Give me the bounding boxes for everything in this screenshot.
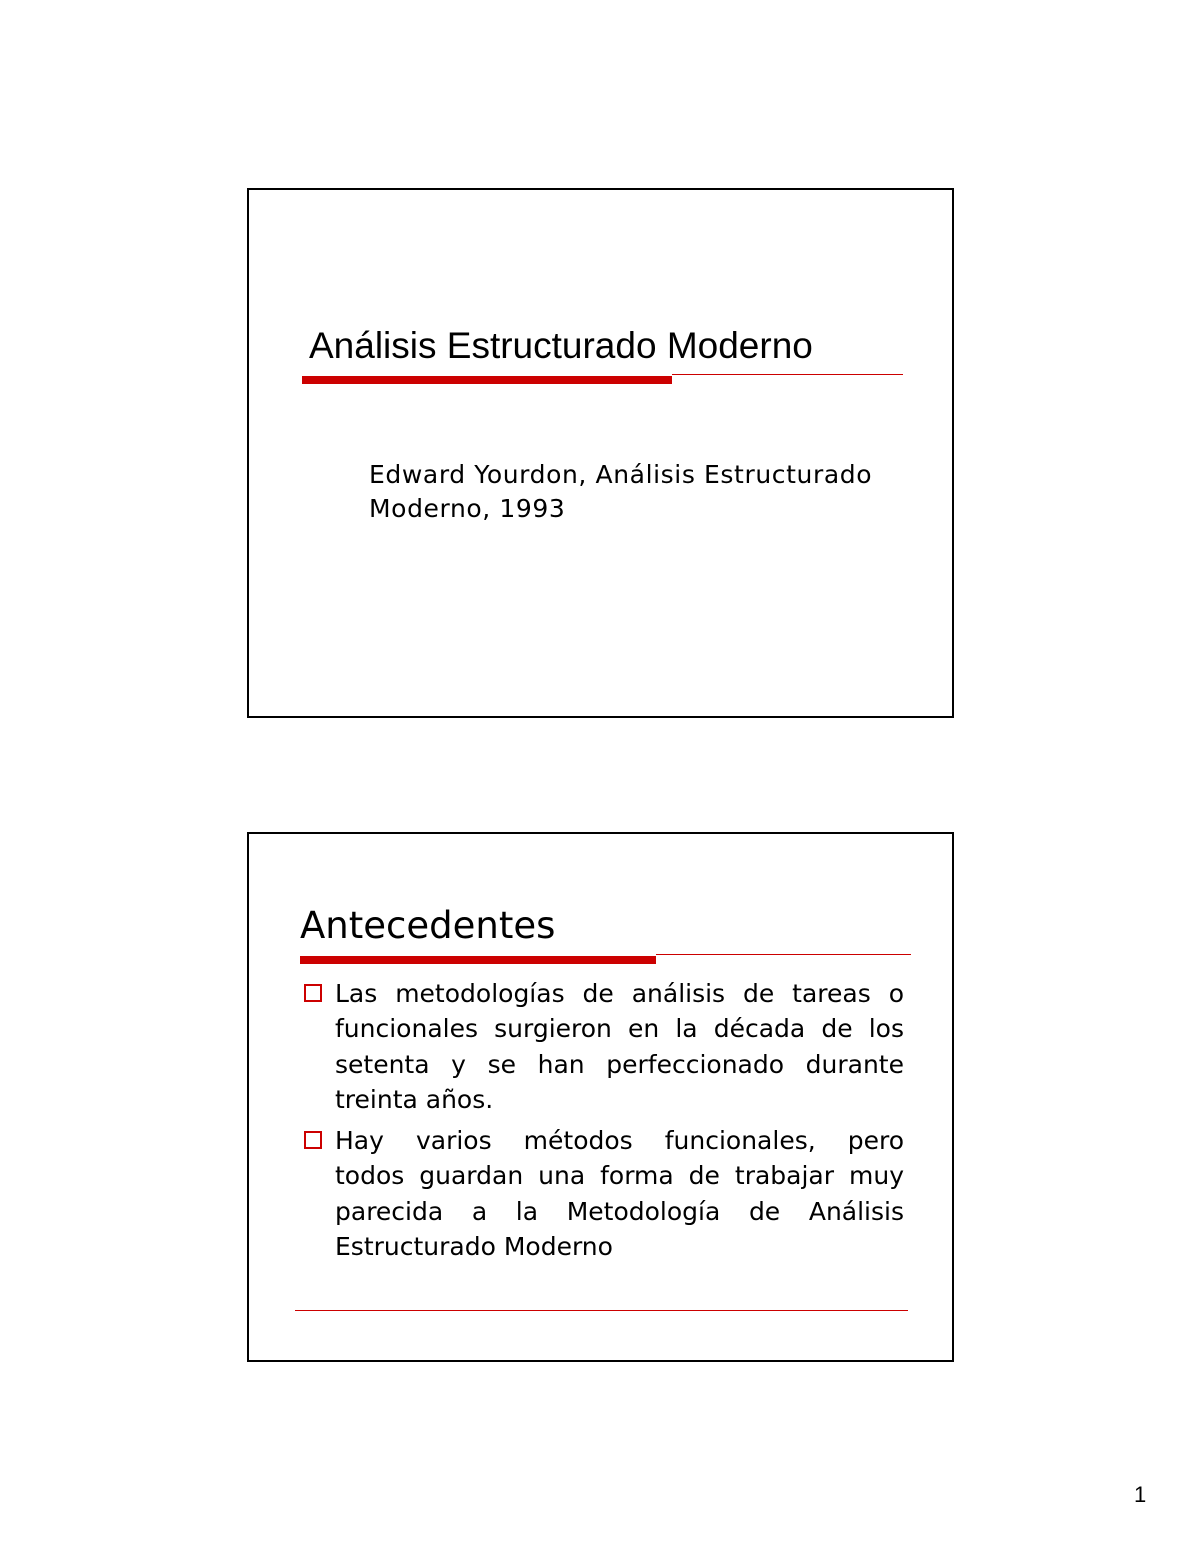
bullet-list	[302, 976, 904, 1270]
bullet-line: Las metodologías de análisis de tareas o	[335, 979, 904, 1008]
bullet-line: funcionales surgieron en la década de los	[335, 1014, 904, 1044]
footer-rule	[295, 1310, 908, 1311]
subtitle-line: Edward Yourdon, Análisis Estructurado	[369, 460, 873, 489]
title-underline-thick	[300, 956, 656, 964]
title-underline-thick	[302, 376, 672, 384]
square-bullet-icon	[304, 1131, 322, 1149]
slide-1	[247, 188, 954, 718]
page-number: 1	[1134, 1482, 1147, 1507]
bullet-text	[335, 1123, 904, 1264]
subtitle-line: Moderno, 1993	[369, 494, 566, 523]
bullet-line: Estructurado Moderno	[335, 1232, 613, 1262]
bullet-text	[335, 976, 904, 1117]
bullet-item	[302, 976, 904, 1117]
title-underline-thin	[656, 954, 911, 955]
slide-2-title: Antecedentes	[300, 904, 556, 947]
bullet-item	[302, 1123, 904, 1264]
square-bullet-icon	[304, 984, 322, 1002]
bullet-line: parecida a la Metodología de Análisis	[335, 1196, 904, 1226]
title-underline-thin	[672, 374, 903, 375]
slide-1-title: Análisis Estructurado Moderno	[309, 325, 813, 366]
bullet-line: Hay varios métodos funcionales, pero	[335, 1126, 904, 1156]
slide-1-subtitle	[369, 458, 929, 526]
bullet-line: setenta y se han perfeccionado durante	[335, 1049, 904, 1079]
bullet-line: treinta años.	[335, 1084, 494, 1114]
bullet-line: todos guardan una forma de trabajar muy	[335, 1161, 904, 1191]
slide-2	[247, 832, 954, 1362]
